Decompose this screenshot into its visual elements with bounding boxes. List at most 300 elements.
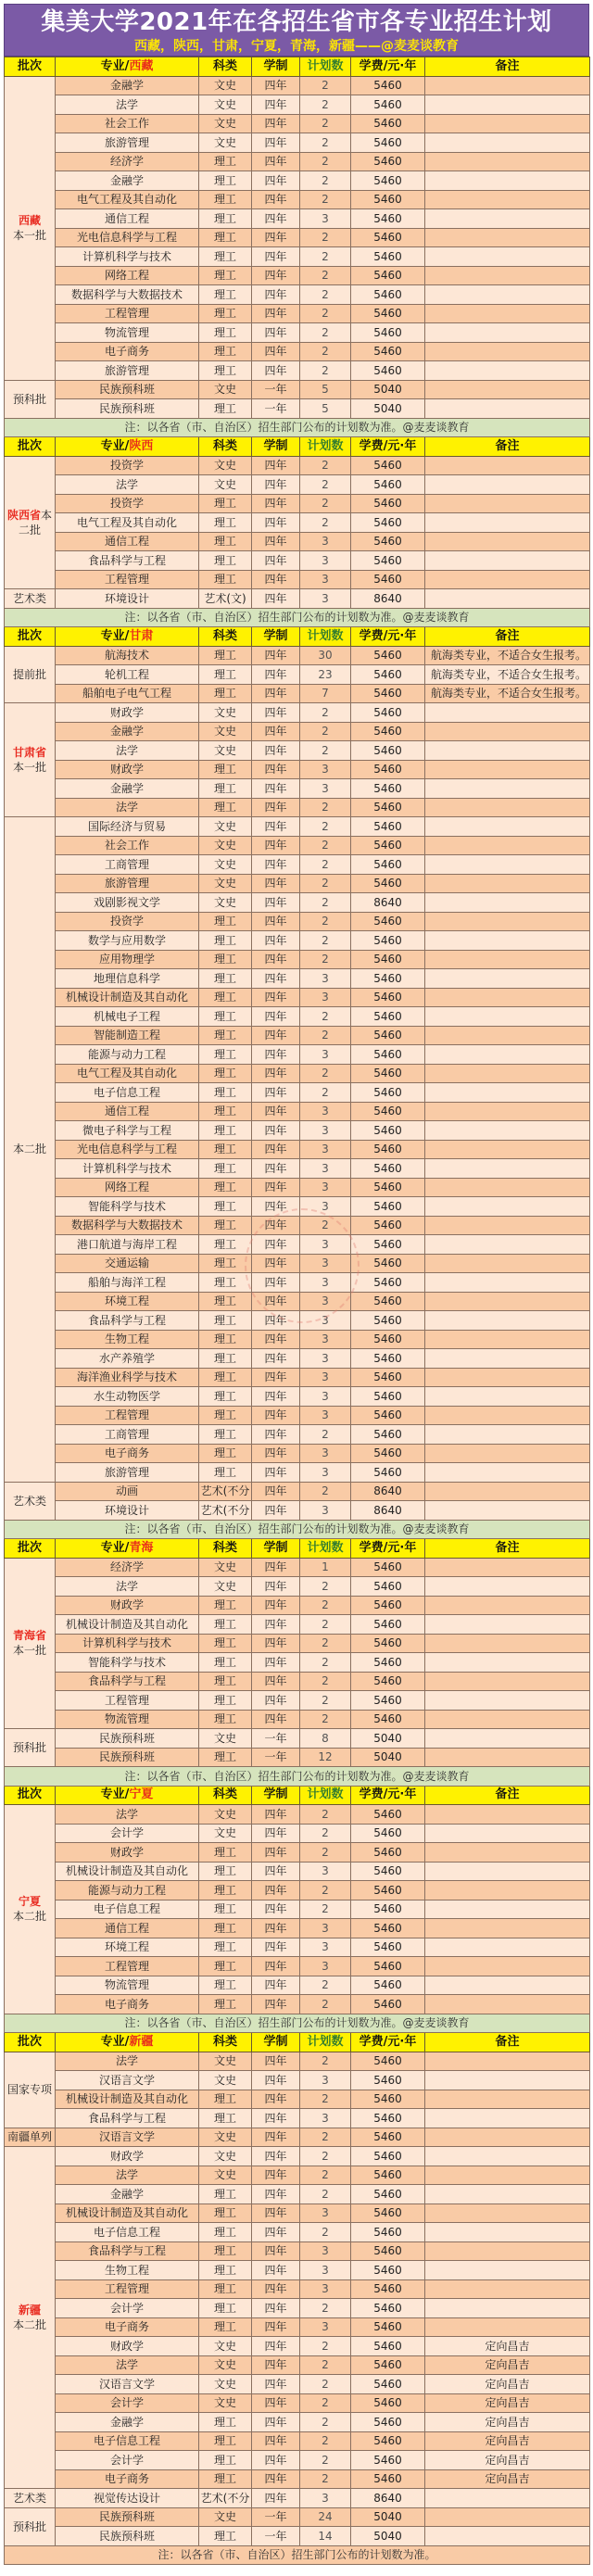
category-cell: 理工 [199, 209, 252, 229]
duration-cell: 四年 [252, 1995, 300, 2014]
remark-cell [425, 1691, 590, 1711]
header-row [5, 627, 590, 647]
plan-cell: 3 [300, 2203, 351, 2223]
remark-cell [425, 912, 590, 931]
duration-cell: 四年 [252, 1881, 300, 1900]
fee-cell: 5460 [351, 741, 425, 761]
duration-cell: 四年 [252, 779, 300, 799]
plan-cell: 2 [300, 874, 351, 893]
table-row [5, 1254, 590, 1273]
major-cell: 生物工程 [56, 1330, 199, 1349]
plan-cell: 3 [300, 1273, 351, 1293]
major-cell: 环境工程 [56, 1938, 199, 1957]
duration-cell: 四年 [252, 2375, 300, 2394]
table-row [5, 722, 590, 741]
category-cell: 理工 [199, 1900, 252, 1919]
duration-cell: 四年 [252, 2469, 300, 2489]
duration-cell: 四年 [252, 1482, 300, 1501]
remark-cell [425, 760, 590, 779]
fee-cell: 5460 [351, 2090, 425, 2109]
batch-cell [5, 1729, 56, 1767]
remark-cell [425, 1577, 590, 1597]
plan-cell: 2 [300, 950, 351, 969]
major-label: 专业/ [100, 1540, 130, 1555]
major-cell: 物流管理 [56, 1710, 199, 1729]
table-row [5, 2261, 590, 2280]
major-cell: 金融学 [56, 722, 199, 741]
fee-cell: 5460 [351, 1197, 425, 1217]
header-row [5, 57, 590, 77]
remark-cell [425, 1406, 590, 1425]
plan-cell: 3 [300, 2261, 351, 2280]
plan-cell: 3 [300, 570, 351, 589]
major-cell: 电子信息工程 [56, 2223, 199, 2242]
major-cell: 计算机科学与技术 [56, 1634, 199, 1653]
remark-cell [425, 285, 590, 305]
major-cell: 网络工程 [56, 1178, 199, 1197]
fee-cell: 5460 [351, 969, 425, 989]
duration-cell: 四年 [252, 2185, 300, 2204]
category-cell: 理工 [199, 912, 252, 931]
remark-cell [425, 1672, 590, 1691]
duration-cell: 四年 [252, 893, 300, 913]
duration-cell: 四年 [252, 1330, 300, 1349]
plan-cell: 3 [300, 2279, 351, 2299]
fee-cell: 5460 [351, 1634, 425, 1653]
plan-cell: 3 [300, 1159, 351, 1179]
category-cell: 理工 [199, 2413, 252, 2432]
plan-cell: 2 [300, 2431, 351, 2451]
table-row [5, 2090, 590, 2109]
duration-cell: 四年 [252, 1805, 300, 1825]
fee-cell: 5460 [351, 2393, 425, 2413]
plan-cell: 12 [300, 1748, 351, 1767]
plan-cell: 2 [300, 266, 351, 285]
table-row [5, 2241, 590, 2261]
batch-label: 本二批 [12, 1910, 46, 1924]
major-cell: 港口航道与海岸工程 [56, 1235, 199, 1255]
category-cell: 理工 [199, 2279, 252, 2299]
province-name: 西藏 [129, 58, 154, 73]
table-row [5, 1748, 590, 1767]
major-cell: 财政学 [56, 2147, 199, 2166]
duration-cell: 四年 [252, 1254, 300, 1273]
plan-cell: 3 [300, 969, 351, 989]
fee-cell: 5460 [351, 1235, 425, 1255]
remark-cell [425, 855, 590, 875]
batch-label: 提前批 [12, 667, 46, 681]
duration-cell: 四年 [252, 95, 300, 115]
fee-cell: 5460 [351, 703, 425, 723]
major-cell: 会计学 [56, 2451, 199, 2470]
major-cell: 通信工程 [56, 209, 199, 229]
duration-cell: 四年 [252, 1045, 300, 1065]
major-cell: 电子商务 [56, 342, 199, 361]
major-cell: 船舶电子电气工程 [56, 684, 199, 703]
remark-cell [425, 1064, 590, 1083]
remark-cell [425, 1197, 590, 1217]
table-row [5, 1596, 590, 1615]
duration-cell: 四年 [252, 2413, 300, 2432]
remark-cell [425, 1919, 590, 1938]
category-cell: 理工 [199, 1976, 252, 1995]
batch-cell [5, 76, 56, 380]
duration-cell: 四年 [252, 2166, 300, 2185]
major-cell: 机械设计制造及其自动化 [56, 1615, 199, 1635]
plan-cell: 2 [300, 342, 351, 361]
column-header-plan: 计划数 [300, 627, 351, 647]
duration-cell: 四年 [252, 874, 300, 893]
remark-cell [425, 2166, 590, 2185]
major-cell: 法学 [56, 798, 199, 817]
major-cell: 金融学 [56, 2413, 199, 2432]
fee-cell: 5460 [351, 1026, 425, 1045]
category-cell: 文史 [199, 95, 252, 115]
duration-cell: 四年 [252, 2451, 300, 2470]
category-cell: 理工 [199, 1292, 252, 1311]
fee-cell: 5460 [351, 798, 425, 817]
category-cell: 理工 [199, 1444, 252, 1463]
table-row [5, 1273, 590, 1293]
category-cell: 理工 [199, 551, 252, 571]
duration-cell: 一年 [252, 399, 300, 419]
category-cell: 理工 [199, 1919, 252, 1938]
fee-cell: 5040 [351, 1729, 425, 1749]
fee-cell: 5460 [351, 513, 425, 533]
plan-cell: 3 [300, 1349, 351, 1369]
category-cell: 文史 [199, 2128, 252, 2147]
remark-cell [425, 1824, 590, 1843]
category-cell: 理工 [199, 2431, 252, 2451]
plan-cell: 3 [300, 589, 351, 609]
category-cell: 文史 [199, 1577, 252, 1597]
plan-cell: 24 [300, 2507, 351, 2527]
table-row [5, 950, 590, 969]
fee-cell: 5460 [351, 1330, 425, 1349]
table-row [5, 1349, 590, 1369]
category-cell: 理工 [199, 1349, 252, 1369]
note-row [5, 608, 590, 627]
plan-cell: 23 [300, 665, 351, 685]
duration-cell: 四年 [252, 1919, 300, 1938]
category-cell: 文史 [199, 817, 252, 837]
plan-cell: 2 [300, 114, 351, 133]
remark-cell [425, 2527, 590, 2546]
plan-cell: 2 [300, 2090, 351, 2109]
category-cell: 理工 [199, 171, 252, 191]
column-header-fee: 学费/元·年 [351, 2033, 425, 2052]
table-row [5, 95, 590, 115]
batch-label: 艺术类 [12, 1494, 46, 1508]
major-cell: 法学 [56, 2166, 199, 2185]
duration-cell: 一年 [252, 1748, 300, 1767]
plan-cell: 2 [300, 228, 351, 247]
duration-cell: 四年 [252, 665, 300, 685]
table-row [5, 684, 590, 703]
table-row [5, 893, 590, 913]
major-cell: 工程管理 [56, 570, 199, 589]
batch-cell [5, 817, 56, 1483]
plan-cell: 2 [300, 95, 351, 115]
duration-cell: 四年 [252, 817, 300, 837]
fee-cell: 5460 [351, 532, 425, 551]
remark-cell [425, 1634, 590, 1653]
category-cell: 文史 [199, 2375, 252, 2394]
fee-cell: 8640 [351, 1482, 425, 1501]
major-cell: 戏剧影视文学 [56, 893, 199, 913]
plan-cell: 2 [300, 1482, 351, 1501]
plan-cell: 3 [300, 1121, 351, 1141]
header-row [5, 1786, 590, 1805]
province-name: 青海 [129, 1540, 154, 1555]
major-cell: 物流管理 [56, 1976, 199, 1995]
duration-cell: 四年 [252, 1406, 300, 1425]
plan-cell: 2 [300, 855, 351, 875]
category-cell: 理工 [199, 1159, 252, 1179]
duration-cell: 四年 [252, 1938, 300, 1957]
plan-cell: 2 [300, 1064, 351, 1083]
duration-cell: 四年 [252, 1710, 300, 1729]
duration-cell: 四年 [252, 1121, 300, 1141]
fee-cell: 5460 [351, 1710, 425, 1729]
fee-cell: 5460 [351, 874, 425, 893]
table-row [5, 323, 590, 343]
category-cell: 理工 [199, 1938, 252, 1957]
duration-cell: 四年 [252, 589, 300, 609]
plan-cell: 2 [300, 1691, 351, 1711]
batch-label: 本一批 [12, 761, 46, 774]
fee-cell: 5460 [351, 2203, 425, 2223]
major-cell: 生物工程 [56, 2261, 199, 2280]
remark-cell [425, 1843, 590, 1863]
major-cell: 智能科学与技术 [56, 1653, 199, 1673]
batch-label: 预科批 [12, 2519, 46, 2533]
fee-cell: 5040 [351, 2527, 425, 2546]
fee-cell: 5460 [351, 2355, 425, 2375]
column-header-plan: 计划数 [300, 437, 351, 457]
column-header-batch: 批次 [5, 2033, 56, 2052]
column-header-major [56, 1786, 199, 1805]
table-row [5, 2527, 590, 2546]
category-cell: 理工 [199, 950, 252, 969]
major-cell: 金融学 [56, 779, 199, 799]
column-header-remark: 备注 [425, 57, 590, 77]
table-row [5, 475, 590, 495]
major-cell: 海洋渔业科学与技术 [56, 1368, 199, 1387]
table-row [5, 2489, 590, 2508]
column-header-fee: 学费/元·年 [351, 57, 425, 77]
duration-cell: 四年 [252, 2337, 300, 2356]
major-label: 专业/ [100, 1787, 130, 1802]
fee-cell: 5460 [351, 1140, 425, 1159]
title-banner [4, 4, 589, 57]
remark-cell [425, 456, 590, 475]
category-cell: 理工 [199, 1311, 252, 1331]
category-cell: 文史 [199, 2393, 252, 2413]
plan-cell: 2 [300, 152, 351, 171]
remark-cell [425, 209, 590, 229]
remark-cell [425, 2241, 590, 2261]
category-cell: 理工 [199, 988, 252, 1007]
major-cell: 船舶与海洋工程 [56, 1273, 199, 1293]
remark-cell [425, 1444, 590, 1463]
major-cell: 机械设计制造及其自动化 [56, 1862, 199, 1881]
fee-cell: 5460 [351, 760, 425, 779]
duration-cell: 四年 [252, 456, 300, 475]
plan-cell: 2 [300, 2166, 351, 2185]
major-cell: 工程管理 [56, 1406, 199, 1425]
major-cell: 法学 [56, 741, 199, 761]
category-cell: 理工 [199, 304, 252, 323]
remark-cell [425, 1159, 590, 1179]
fee-cell: 5040 [351, 380, 425, 399]
duration-cell: 四年 [252, 1653, 300, 1673]
remark-cell [425, 817, 590, 837]
remark-cell [425, 1596, 590, 1615]
remark-cell [425, 1558, 590, 1577]
plan-cell: 2 [300, 741, 351, 761]
major-cell: 食品科学与工程 [56, 1672, 199, 1691]
fee-cell: 5460 [351, 456, 425, 475]
category-cell: 理工 [199, 2223, 252, 2242]
plan-cell: 2 [300, 1216, 351, 1235]
table-row [5, 2109, 590, 2128]
major-cell: 投资学 [56, 456, 199, 475]
category-cell: 文史 [199, 2507, 252, 2527]
duration-cell: 四年 [252, 1577, 300, 1597]
duration-cell: 四年 [252, 209, 300, 229]
batch-label: 本一批 [12, 229, 46, 242]
major-cell: 金融学 [56, 171, 199, 191]
note-row [5, 418, 590, 437]
category-cell: 文史 [199, 2166, 252, 2185]
table-row [5, 2451, 590, 2470]
table-row [5, 342, 590, 361]
duration-cell: 四年 [252, 1843, 300, 1863]
table-row [5, 76, 590, 95]
plan-cell: 2 [300, 912, 351, 931]
remark-cell [425, 1729, 590, 1749]
remark-cell [425, 1349, 590, 1369]
duration-cell: 四年 [252, 760, 300, 779]
fee-cell: 5460 [351, 817, 425, 837]
duration-cell: 四年 [252, 1558, 300, 1577]
table-row [5, 2393, 590, 2413]
plan-cell: 2 [300, 1634, 351, 1653]
major-cell: 会计学 [56, 1824, 199, 1843]
category-cell: 理工 [199, 2109, 252, 2128]
plan-cell: 2 [300, 1710, 351, 1729]
table-row [5, 152, 590, 171]
fee-cell: 5460 [351, 1577, 425, 1597]
fee-cell: 5460 [351, 1976, 425, 1995]
fee-cell: 5460 [351, 1406, 425, 1425]
category-cell: 理工 [199, 342, 252, 361]
duration-cell: 四年 [252, 2317, 300, 2337]
table-row [5, 532, 590, 551]
category-cell: 理工 [199, 1596, 252, 1615]
fee-cell: 5460 [351, 1007, 425, 1027]
category-cell: 理工 [199, 1634, 252, 1653]
major-cell: 工商管理 [56, 855, 199, 875]
remark-cell: 定向昌吉 [425, 2413, 590, 2432]
remark-cell [425, 494, 590, 513]
duration-cell: 四年 [252, 1216, 300, 1235]
remark-cell [425, 2071, 590, 2090]
plan-cell: 3 [300, 2241, 351, 2261]
plan-cell: 2 [300, 2128, 351, 2147]
table-row [5, 969, 590, 989]
table-row [5, 741, 590, 761]
column-header-duration: 学制 [252, 627, 300, 647]
plan-cell: 3 [300, 1919, 351, 1938]
table-row [5, 1805, 590, 1825]
duration-cell: 四年 [252, 931, 300, 951]
plan-cell: 3 [300, 1045, 351, 1065]
remark-cell [425, 1881, 590, 1900]
remark-cell [425, 2279, 590, 2299]
major-cell: 数学与应用数学 [56, 931, 199, 951]
major-cell: 民族预科班 [56, 2507, 199, 2527]
column-header-duration: 学制 [252, 437, 300, 457]
fee-cell: 5460 [351, 1843, 425, 1863]
major-cell: 数据科学与大数据技术 [56, 285, 199, 305]
remark-cell: 定向昌吉 [425, 2431, 590, 2451]
major-cell: 能源与动力工程 [56, 1881, 199, 1900]
note-row [5, 1767, 590, 1787]
duration-cell: 四年 [252, 2071, 300, 2090]
fee-cell: 5460 [351, 570, 425, 589]
header-row [5, 1539, 590, 1559]
fee-cell: 5460 [351, 2071, 425, 2090]
column-header-duration: 学制 [252, 57, 300, 77]
major-cell: 金融学 [56, 76, 199, 95]
category-cell: 理工 [199, 1197, 252, 1217]
duration-cell: 一年 [252, 380, 300, 399]
column-header-duration: 学制 [252, 1539, 300, 1559]
plan-cell: 2 [300, 1615, 351, 1635]
plan-cell: 2 [300, 931, 351, 951]
fee-cell: 5460 [351, 1957, 425, 1976]
category-cell: 理工 [199, 1140, 252, 1159]
remark-cell [425, 342, 590, 361]
category-cell: 文史 [199, 1805, 252, 1825]
duration-cell: 四年 [252, 152, 300, 171]
remark-cell [425, 1938, 590, 1957]
remark-cell: 定向昌吉 [425, 2469, 590, 2489]
batch-label: 国家专项 [6, 2083, 52, 2096]
category-cell: 文史 [199, 703, 252, 723]
major-cell: 工程管理 [56, 2279, 199, 2299]
major-cell: 汉语言文学 [56, 2071, 199, 2090]
fee-cell: 5460 [351, 2451, 425, 2470]
remark-cell [425, 1482, 590, 1501]
duration-cell: 四年 [252, 912, 300, 931]
category-cell: 文史 [199, 1729, 252, 1749]
category-cell: 理工 [199, 1672, 252, 1691]
major-label: 专业/ [100, 628, 130, 643]
duration-cell: 四年 [252, 2052, 300, 2071]
remark-cell: 航海类专业，不适合女生报考。 [425, 665, 590, 685]
fee-cell: 5460 [351, 2261, 425, 2280]
remark-cell [425, 2109, 590, 2128]
note-row [5, 1520, 590, 1539]
plan-cell: 3 [300, 1178, 351, 1197]
category-cell: 文史 [199, 475, 252, 495]
duration-cell: 四年 [252, 513, 300, 533]
major-cell: 通信工程 [56, 1102, 199, 1121]
major-cell: 法学 [56, 1577, 199, 1597]
